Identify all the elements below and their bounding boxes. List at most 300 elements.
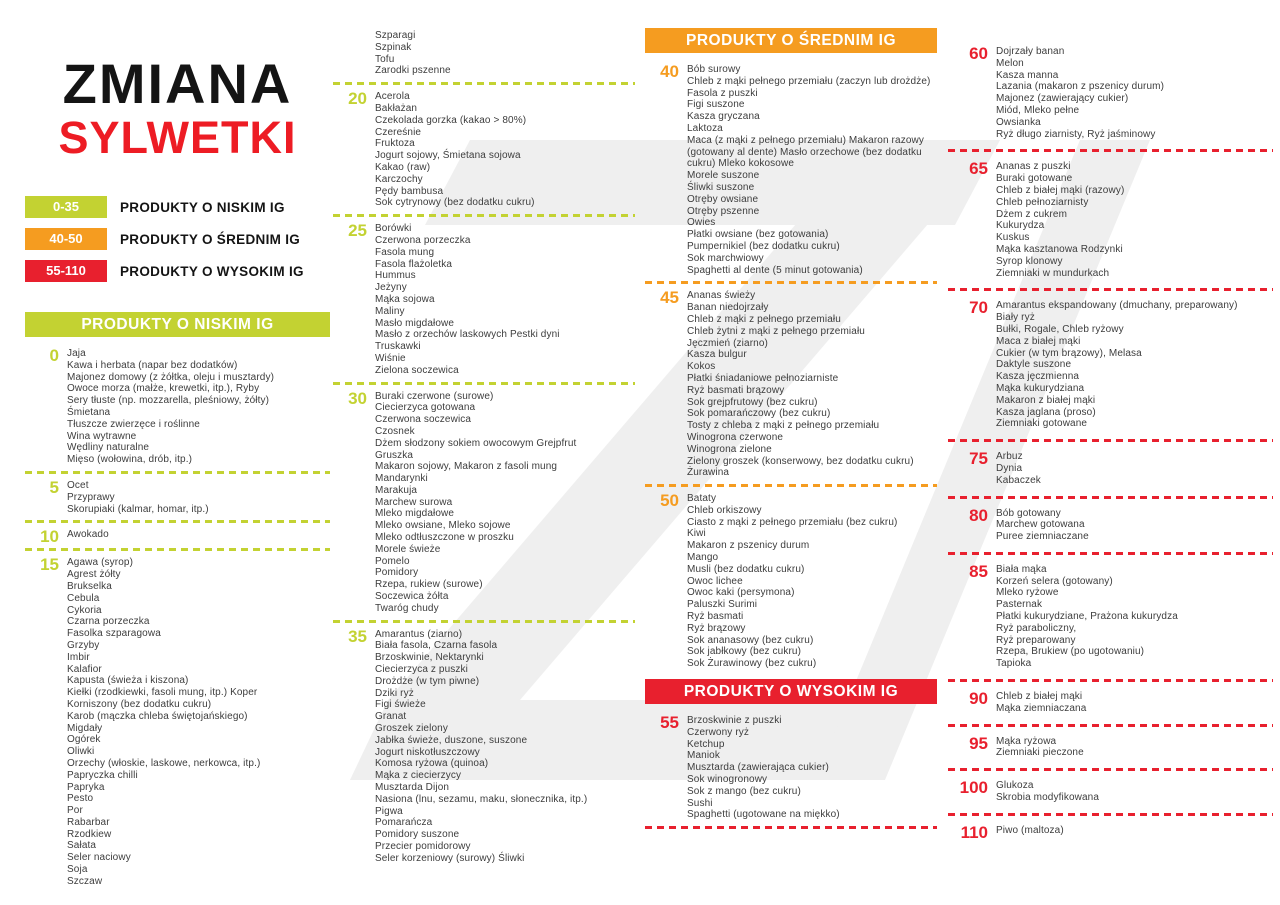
food-item: Sok grejpfrutowy (bez cukru) bbox=[687, 396, 818, 408]
food-item: Winogrona zielone bbox=[687, 443, 772, 455]
food-item: Melon bbox=[996, 57, 1024, 69]
food-item: Cykoria bbox=[67, 604, 102, 616]
food-item: Zielony groszek (konserwowy, bez dodatku cukru) bbox=[687, 455, 914, 467]
ig-group bbox=[948, 46, 1273, 140]
food-item: Masło z orzechów laskowych Pestki dyni bbox=[375, 329, 560, 341]
ig-group bbox=[333, 30, 635, 77]
food-item: Rzodkiew bbox=[67, 828, 112, 840]
food-item: Bób surowy bbox=[687, 64, 741, 75]
food-item: Mango bbox=[687, 552, 719, 564]
legend-badge-low: 0-35 bbox=[25, 196, 107, 218]
food-item: Szczaw bbox=[67, 875, 103, 887]
food-item: Ciecierzyca z puszki bbox=[375, 664, 468, 676]
ig-value: 80 bbox=[969, 505, 988, 525]
food-item-list bbox=[67, 348, 330, 466]
food-item: Skorupiaki (kalmar, homar, itp.) bbox=[67, 503, 209, 515]
food-item: Dziki ryż bbox=[375, 687, 414, 699]
food-item: Korniszony (bez dodatku cukru) bbox=[67, 698, 212, 710]
food-item: Czerwona porzeczka bbox=[375, 234, 471, 246]
food-item: Majonez (zawierający cukier) bbox=[996, 93, 1129, 105]
food-item: Chleb z mąki pełnego przemiału (zaczyn lub drożdże) bbox=[687, 75, 931, 87]
food-item: Kakao (raw) bbox=[375, 161, 431, 173]
ig-group bbox=[645, 64, 937, 276]
food-item: Musli (bez dodatku cukru) bbox=[687, 563, 805, 575]
group-divider bbox=[645, 484, 937, 487]
food-item: Kabaczek bbox=[996, 474, 1041, 486]
food-item: Fasolka szparagowa bbox=[67, 628, 161, 640]
food-item: Dynia bbox=[996, 462, 1023, 474]
food-item: Twaróg chudy bbox=[375, 602, 439, 614]
food-item: Musztarda Dijon bbox=[375, 782, 450, 794]
food-item: Cukier (w tym brązowy), Melasa bbox=[996, 347, 1142, 359]
ig-value: 95 bbox=[969, 733, 988, 753]
food-item-list bbox=[375, 30, 635, 77]
food-item: Zarodki pszenne bbox=[375, 65, 451, 77]
ig-group bbox=[645, 290, 937, 479]
food-item: Jeżyny bbox=[375, 282, 407, 294]
food-item: Ziemniaki w mundurkach bbox=[996, 267, 1110, 279]
group-divider bbox=[333, 214, 635, 217]
legend-row-medium bbox=[25, 228, 330, 250]
food-item: Fruktoza bbox=[375, 138, 415, 150]
food-item: Kiełki (rzodkiewki, fasoli mung, itp.) Koper bbox=[67, 687, 258, 699]
food-item: Kuskus bbox=[996, 232, 1030, 244]
title-line1: ZMIANA bbox=[62, 52, 293, 115]
food-item: Grzyby bbox=[67, 639, 100, 651]
food-item: Karczochy bbox=[375, 173, 423, 185]
food-item-list bbox=[996, 691, 1264, 715]
food-item: Wiśnie bbox=[375, 352, 406, 364]
group-divider bbox=[25, 520, 330, 523]
ig-group bbox=[333, 91, 635, 209]
ig-group bbox=[333, 388, 635, 615]
food-item: Wędliny naturalne bbox=[67, 442, 150, 454]
food-item: Agawa (syrop) bbox=[67, 557, 134, 569]
food-item: Komosa ryżowa (quinoa) bbox=[375, 758, 489, 770]
food-item: Maniok bbox=[687, 750, 720, 762]
food-item: Pasternak bbox=[996, 599, 1043, 611]
ig-group bbox=[948, 561, 1273, 670]
ig-group bbox=[25, 348, 330, 466]
ig-value: 100 bbox=[959, 778, 988, 798]
food-item: Kawa i herbata (napar bez dodatków) bbox=[67, 359, 238, 371]
food-item: Jaja bbox=[67, 348, 86, 359]
ig-value: 110 bbox=[960, 822, 988, 842]
food-item: Migdały bbox=[67, 722, 103, 734]
food-item: Papryczka chilli bbox=[67, 769, 138, 781]
food-item: Brukselka bbox=[67, 580, 112, 592]
ig-group bbox=[948, 451, 1273, 486]
food-item: Jogurt niskotłuszczowy bbox=[375, 746, 480, 758]
food-item: Banan niedojrzały bbox=[687, 302, 769, 314]
food-item: Przyprawy bbox=[67, 491, 115, 503]
legend-label-high: PRODUKTY O WYSOKIM IG bbox=[120, 263, 304, 279]
food-item-list bbox=[375, 91, 635, 209]
food-item: Morele suszone bbox=[687, 170, 760, 182]
food-item: Cebula bbox=[67, 592, 100, 604]
food-item: Makaron sojowy, Makaron z fasoli mung bbox=[375, 461, 558, 473]
food-item: Groszek zielony bbox=[375, 723, 448, 735]
food-item: Śliwki suszone bbox=[687, 181, 755, 193]
food-item-list bbox=[375, 223, 635, 376]
food-item: Bób gotowany bbox=[996, 507, 1061, 519]
food-item: Czerwona soczewica bbox=[375, 414, 472, 426]
legend-badge-high: 55-110 bbox=[25, 260, 107, 282]
food-list-column-1 bbox=[25, 312, 330, 888]
food-item: Pesto bbox=[67, 793, 94, 805]
ig-group bbox=[645, 715, 937, 821]
group-divider bbox=[333, 382, 635, 385]
food-list-column-4 bbox=[948, 44, 1273, 842]
food-item: Skrobia modyfikowana bbox=[996, 792, 1100, 804]
food-item: Tosty z chleba z mąki z pełnego przemiału bbox=[687, 420, 880, 432]
group-divider bbox=[948, 288, 1273, 291]
food-item: Musztarda (zawierająca cukier) bbox=[687, 762, 829, 774]
food-item: Owoce morza (małże, krewetki, itp.), Ryby bbox=[67, 383, 260, 395]
legend-row-low bbox=[25, 196, 330, 218]
group-divider bbox=[25, 548, 330, 551]
food-item: Kasza jęczmienna bbox=[996, 371, 1080, 383]
food-item: Pomidory bbox=[375, 567, 419, 579]
food-item: Sok marchwiowy bbox=[687, 252, 764, 264]
food-item-list bbox=[996, 161, 1264, 279]
food-item: Ketchup bbox=[687, 738, 725, 750]
legend bbox=[25, 196, 330, 282]
food-item: Mąka ziemniaczana bbox=[996, 702, 1087, 714]
food-item: Marchew surowa bbox=[375, 496, 453, 508]
food-item: Mąka z ciecierzycy bbox=[375, 770, 462, 782]
ig-value: 75 bbox=[969, 449, 988, 469]
ig-value: 85 bbox=[969, 561, 988, 581]
food-item: Kasza jaglana (proso) bbox=[996, 406, 1096, 418]
food-item: Karob (mączka chleba świętojańskiego) bbox=[67, 710, 248, 722]
food-item: Syrop klonowy bbox=[996, 255, 1063, 267]
ig-group bbox=[25, 527, 330, 547]
food-item: Pigwa bbox=[375, 805, 403, 817]
group-divider bbox=[948, 496, 1273, 499]
ig-group bbox=[948, 780, 1273, 804]
food-item: Morele świeże bbox=[375, 543, 441, 555]
food-item: Chleb z białej mąki bbox=[996, 691, 1083, 703]
legend-badge-medium: 40-50 bbox=[25, 228, 107, 250]
ig-group bbox=[25, 557, 330, 887]
food-item: Płatki śniadaniowe pełnoziarniste bbox=[687, 372, 839, 384]
food-item: Kasza gryczana bbox=[687, 111, 760, 123]
food-item: Rabarbar bbox=[67, 816, 110, 828]
food-item: Korzeń selera (gotowany) bbox=[996, 575, 1113, 587]
food-item-list bbox=[996, 451, 1264, 486]
food-item: Sok Żurawinowy (bez cukru) bbox=[687, 658, 817, 670]
food-item: Granat bbox=[375, 711, 407, 723]
food-item: Dżem słodzony sokiem owocowym Grejpfrut bbox=[375, 437, 577, 449]
ig-group bbox=[948, 691, 1273, 715]
food-item: Piwo (maltoza) bbox=[996, 824, 1064, 836]
ig-group bbox=[333, 223, 635, 376]
food-item: Fasola flażoletka bbox=[375, 258, 453, 270]
food-item: Bataty bbox=[687, 493, 717, 505]
food-item: Mąka ryżowa bbox=[996, 735, 1057, 747]
section-header-high: PRODUKTY O WYSOKIM IG bbox=[645, 679, 937, 704]
ig-group bbox=[948, 161, 1273, 279]
ig-value bbox=[333, 30, 375, 31]
ig-group bbox=[25, 477, 330, 515]
group-divider bbox=[948, 813, 1273, 816]
food-item-list bbox=[67, 557, 330, 887]
food-item: Tapioka bbox=[996, 658, 1032, 670]
food-item: Owsianka bbox=[996, 116, 1041, 128]
food-item: Winogrona czerwone bbox=[687, 431, 784, 443]
food-item: Masło migdałowe bbox=[375, 317, 455, 329]
food-item: Brzoskwinie z puszki bbox=[687, 715, 782, 727]
column-low-ig-1 bbox=[25, 30, 330, 888]
food-item: Kasza manna bbox=[996, 69, 1059, 81]
food-item: Pomelo bbox=[375, 555, 410, 567]
food-item: Czerwony ryż bbox=[687, 726, 750, 738]
food-item: Maca (z mąki z pełnego przemiału) Makaron razowy (gotowany al dente) Masło orzechowe (bez dodatku cukru) Mleko kokosowe bbox=[687, 134, 924, 170]
group-divider bbox=[948, 679, 1273, 682]
food-item: Tłuszcze zwierzęce i roślinne bbox=[67, 418, 200, 430]
ig-value: 50 bbox=[660, 491, 679, 511]
food-item: Biała fasola, Czarna fasola bbox=[375, 640, 498, 652]
ig-value: 20 bbox=[348, 89, 367, 109]
food-item-list bbox=[996, 46, 1264, 140]
food-item: Nasiona (lnu, sezamu, maku, słonecznika, itp.) bbox=[375, 793, 588, 805]
ig-value: 35 bbox=[348, 626, 367, 646]
food-item: Wina wytrawne bbox=[67, 430, 137, 442]
food-item: Ocet bbox=[67, 479, 89, 491]
ig-value: 90 bbox=[969, 689, 988, 709]
food-item: Jabłka świeże, duszone, suszone bbox=[375, 734, 528, 746]
food-item: Laktoza bbox=[687, 122, 723, 134]
legend-label-medium: PRODUKTY O ŚREDNIM IG bbox=[120, 231, 301, 247]
food-list-column-3 bbox=[645, 28, 937, 835]
food-item: Pomidory suszone bbox=[375, 829, 460, 841]
food-item: Płatki kukurydziane, Prażona kukurydza bbox=[996, 611, 1178, 623]
food-item: Czereśnie bbox=[375, 126, 422, 138]
group-divider bbox=[948, 552, 1273, 555]
food-item: Drożdże (w tym piwne) bbox=[375, 675, 480, 687]
food-item: Sok cytrynowy (bez dodatku cukru) bbox=[375, 197, 535, 209]
food-item-list bbox=[687, 493, 937, 670]
food-item: Owies bbox=[687, 217, 716, 229]
group-divider bbox=[948, 768, 1273, 771]
food-item: Buraki gotowane bbox=[996, 173, 1073, 185]
ig-group bbox=[948, 300, 1273, 430]
food-item-list bbox=[67, 529, 330, 541]
food-item: Marakuja bbox=[375, 484, 418, 496]
food-item: Mleko migdałowe bbox=[375, 508, 455, 520]
group-divider bbox=[645, 826, 937, 829]
food-item-list bbox=[687, 290, 937, 479]
food-item: Kiwi bbox=[687, 528, 706, 540]
food-item: Sok winogronowy bbox=[687, 774, 768, 786]
food-item: Fasola z puszki bbox=[687, 87, 758, 99]
food-item: Mąka kasztanowa Rodzynki bbox=[996, 243, 1123, 255]
food-item: Czekolada gorzka (kakao > 80%) bbox=[375, 114, 527, 126]
food-item: Kalafior bbox=[67, 663, 102, 675]
food-item: Dżem z cukrem bbox=[996, 208, 1068, 220]
food-item: Pędy bambusa bbox=[375, 185, 444, 197]
food-item: Puree ziemniaczane bbox=[996, 531, 1089, 543]
food-item: Por bbox=[67, 805, 83, 817]
food-item: Makaron z białej mąki bbox=[996, 394, 1096, 406]
food-item: Spaghetti (ugotowane na miękko) bbox=[687, 809, 840, 821]
food-item: Żurawina bbox=[687, 467, 730, 479]
ig-value: 65 bbox=[969, 159, 988, 179]
food-item: Awokado bbox=[67, 529, 109, 541]
food-item: Mleko odtłuszczone w proszku bbox=[375, 532, 514, 544]
food-item-list bbox=[375, 391, 635, 615]
food-item: Rzepa, rukiew (surowe) bbox=[375, 579, 483, 591]
food-item-list bbox=[687, 64, 937, 276]
food-item: Buraki czerwone (surowe) bbox=[375, 390, 494, 402]
food-item: Kapusta (świeża i kiszona) bbox=[67, 675, 189, 687]
food-item-list bbox=[687, 715, 937, 821]
food-item: Ryż brązowy bbox=[687, 622, 746, 634]
food-item: Ryż basmati bbox=[687, 611, 744, 623]
group-divider bbox=[25, 471, 330, 474]
food-item: Figi świeże bbox=[375, 699, 426, 711]
food-item: Bułki, Rogale, Chleb ryżowy bbox=[996, 323, 1124, 335]
food-item: Płatki owsiane (bez gotowania) bbox=[687, 229, 829, 241]
food-list-column-2 bbox=[333, 30, 635, 865]
food-item: Seler korzeniowy (surowy) Śliwki bbox=[375, 852, 525, 864]
ig-value: 15 bbox=[40, 555, 59, 575]
food-item: Mięso (wołowina, drób, itp.) bbox=[67, 454, 193, 466]
section-header-medium: PRODUKTY O ŚREDNIM IG bbox=[645, 28, 937, 53]
food-item: Papryka bbox=[67, 781, 105, 793]
food-item-list bbox=[996, 564, 1264, 670]
food-item: Owoc kaki (persymona) bbox=[687, 587, 795, 599]
ig-value: 45 bbox=[660, 288, 679, 308]
food-item: Ryż długo ziarnisty, Ryż jaśminowy bbox=[996, 128, 1156, 140]
food-item: Mąka sojowa bbox=[375, 293, 435, 305]
ig-value: 5 bbox=[49, 477, 59, 497]
food-item: Chleb żytni z mąki z pełnego przemiału bbox=[687, 325, 865, 337]
food-item-list bbox=[996, 736, 1264, 760]
food-item: Chleb z mąki z pełnego przemiału bbox=[687, 313, 841, 325]
food-item: Czarna porzeczka bbox=[67, 616, 150, 628]
food-item: Chleb z białej mąki (razowy) bbox=[996, 184, 1125, 196]
food-item: Sushi bbox=[687, 797, 713, 809]
food-item: Ananas świeży bbox=[687, 290, 756, 302]
food-item: Maca z białej mąki bbox=[996, 335, 1081, 347]
food-item: Otręby owsiane bbox=[687, 193, 759, 205]
food-item: Pomarańcza bbox=[375, 817, 433, 829]
food-item: Hummus bbox=[375, 270, 416, 282]
food-item: Ciasto z mąki z pełnego przemiału (bez cukru) bbox=[687, 516, 898, 528]
food-item: Jogurt sojowy, Śmietana sojowa bbox=[375, 150, 521, 162]
ig-group bbox=[948, 505, 1273, 543]
food-item: Ziemniaki gotowane bbox=[996, 418, 1088, 430]
group-divider bbox=[948, 439, 1273, 442]
food-item: Ryż preparowany bbox=[996, 634, 1076, 646]
ig-group bbox=[333, 626, 635, 865]
food-item: Amarantus (ziarno) bbox=[375, 628, 463, 640]
food-item: Kokos bbox=[687, 361, 716, 373]
food-item: Ogórek bbox=[67, 734, 101, 746]
food-item: Gruszka bbox=[375, 449, 414, 461]
ig-value: 30 bbox=[348, 388, 367, 408]
food-item: Mandarynki bbox=[375, 473, 428, 485]
food-item: Fasola mung bbox=[375, 246, 435, 258]
ig-value: 40 bbox=[660, 62, 679, 81]
food-item: Oliwki bbox=[67, 746, 95, 758]
food-item-list bbox=[996, 300, 1264, 430]
food-item: Borówki bbox=[375, 223, 412, 235]
food-item: Ryż basmati brązowy bbox=[687, 384, 785, 396]
food-item-list bbox=[996, 780, 1264, 804]
food-item: Otręby pszenne bbox=[687, 205, 760, 217]
food-item: Seler naciowy bbox=[67, 852, 131, 864]
food-item: Agrest żółty bbox=[67, 569, 121, 581]
food-item: Śmietana bbox=[67, 406, 111, 418]
food-item: Sok jabłkowy (bez cukru) bbox=[687, 646, 802, 658]
food-item: Owoc lichee bbox=[687, 575, 743, 587]
food-item: Truskawki bbox=[375, 341, 421, 353]
food-item: Kukurydza bbox=[996, 220, 1045, 232]
food-item: Amarantus ekspandowany (dmuchany, preparowany) bbox=[996, 300, 1238, 312]
food-item: Sok pomarańczowy (bez cukru) bbox=[687, 408, 831, 420]
food-item: Orzechy (włoskie, laskowe, nerkowca, itp.) bbox=[67, 757, 261, 769]
food-item: Ciecierzyca gotowana bbox=[375, 402, 476, 414]
food-item: Ziemniaki pieczone bbox=[996, 747, 1084, 759]
food-item: Rzepa, Brukiew (po ugotowaniu) bbox=[996, 646, 1145, 658]
food-item: Pumpernikiel (bez dodatku cukru) bbox=[687, 240, 840, 252]
food-item: Marchew gotowana bbox=[996, 519, 1085, 531]
food-item: Mleko owsiane, Mleko sojowe bbox=[375, 520, 511, 532]
food-item: Paluszki Surimi bbox=[687, 599, 758, 611]
food-item: Miód, Mleko pełne bbox=[996, 104, 1080, 116]
food-item: Czosnek bbox=[375, 425, 415, 437]
group-divider bbox=[645, 281, 937, 284]
food-item-list bbox=[996, 508, 1264, 543]
food-item-list bbox=[67, 480, 330, 515]
food-item: Sok ananasowy (bez cukru) bbox=[687, 634, 814, 646]
ig-value: 60 bbox=[969, 44, 988, 63]
food-item: Soja bbox=[67, 864, 88, 876]
food-item: Brzoskwinie, Nektarynki bbox=[375, 652, 484, 664]
food-item: Lazania (makaron z pszenicy durum) bbox=[996, 81, 1165, 93]
ig-value: 70 bbox=[969, 298, 988, 318]
food-item: Bakłażan bbox=[375, 102, 418, 114]
food-item: Spaghetti al dente (5 minut gotowania) bbox=[687, 264, 863, 276]
food-item: Mleko ryżowe bbox=[996, 587, 1059, 599]
food-item: Daktyle suszone bbox=[996, 359, 1072, 371]
ig-value: 25 bbox=[348, 221, 367, 241]
food-item: Ryż paraboliczny, bbox=[996, 622, 1077, 634]
food-item: Tofu bbox=[375, 53, 395, 65]
group-divider bbox=[948, 149, 1273, 152]
legend-label-low: PRODUKTY O NISKIM IG bbox=[120, 199, 285, 215]
ig-group bbox=[948, 822, 1273, 842]
food-item: Sok z mango (bez cukru) bbox=[687, 785, 801, 797]
food-item-list bbox=[996, 825, 1264, 837]
food-item: Acerola bbox=[375, 91, 410, 103]
food-item: Przecier pomidorowy bbox=[375, 841, 471, 852]
section-header-low: PRODUKTY O NISKIM IG bbox=[25, 312, 330, 337]
food-item: Biała mąka bbox=[996, 563, 1047, 575]
ig-group bbox=[948, 733, 1273, 760]
ig-group bbox=[645, 493, 937, 670]
food-item: Maliny bbox=[375, 305, 405, 317]
food-item: Szparagi bbox=[375, 30, 416, 41]
food-item: Imbir bbox=[67, 651, 90, 663]
group-divider bbox=[333, 620, 635, 623]
food-item: Soczewica żółta bbox=[375, 591, 449, 603]
food-item: Kasza bulgur bbox=[687, 349, 747, 361]
food-item: Dojrzały banan bbox=[996, 46, 1065, 57]
